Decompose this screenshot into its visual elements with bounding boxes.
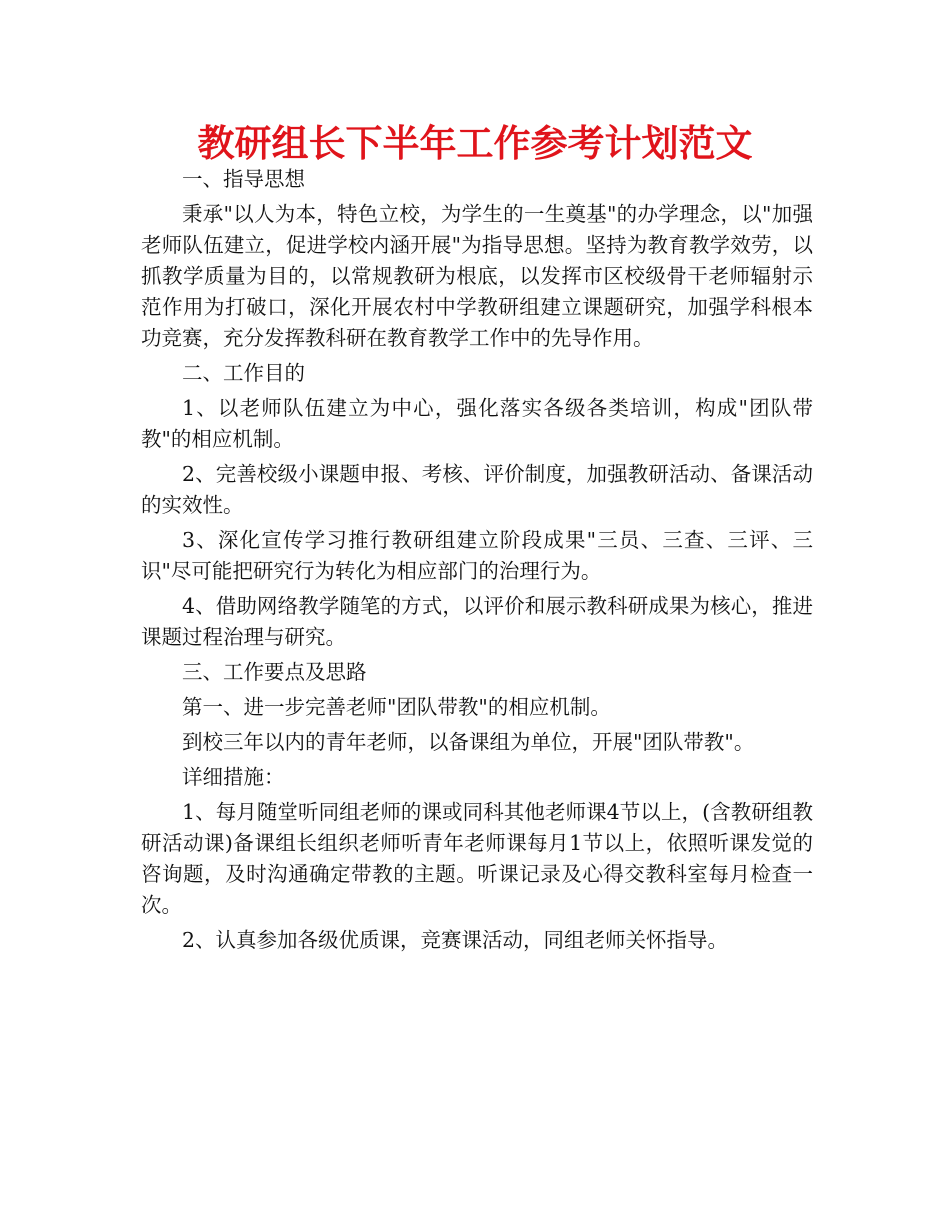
paragraph-goal-3: 3、深化宣传学习推行教研组建立阶段成果"三员、三查、三评、三识"尽可能把研究行为转化为相应部门的治理行为。 xyxy=(141,528,813,583)
paragraph-guiding-ideology: 秉承"以人为本，特色立校，为学生的一生奠基"的办学理念，以"加强老师队伍建立，促进学校内涵开展"为指导思想。坚持为教育教学效劳，以抓教学质量为目的，以常规教研为根底，以发挥市区校级骨干老师辐射示范作用为打破口，深化开展农村中学教研组建立课题研究，加强学科根本功竞赛，充分发挥教科研在教育教学工作中的先导作用。 xyxy=(141,202,813,350)
document-body xyxy=(141,164,813,960)
document-title: 教研组长下半年工作参考计划范文 xyxy=(197,122,753,165)
paragraph-goal-4: 4、借助网络教学随笔的方式，以评价和展示教科研成果为核心，推进课题过程治理与研究。 xyxy=(141,594,813,649)
section-heading-work-goals: 二、工作目的 xyxy=(182,361,305,385)
section-heading-work-points: 三、工作要点及思路 xyxy=(182,660,367,684)
paragraph-point-first: 第一、进一步完善老师"团队带教"的相应机制。 xyxy=(182,695,611,719)
paragraph-young-teachers: 到校三年以内的青年老师，以备课组为单位，开展"团队带教"。 xyxy=(182,730,755,754)
paragraph-goal-1: 1、以老师队伍建立为中心，强化落实各级各类培训，构成"团队带教"的相应机制。 xyxy=(141,396,813,451)
paragraph-measures-label: 详细措施： xyxy=(182,765,285,789)
paragraph-measure-2: 2、认真参加各级优质课，竞赛课活动，同组老师关怀指导。 xyxy=(182,928,729,952)
paragraph-goal-2: 2、完善校级小课题申报、考核、评价制度，加强教研活动、备课活动的实效性。 xyxy=(141,462,813,517)
section-heading-guiding-ideology: 一、指导思想 xyxy=(182,167,305,191)
paragraph-measure-1: 1、每月随堂听同组老师的课或同科其他老师课4节以上，(含教研组教研活动课)备课组长组织老师听青年老师课每月1节以上，依照听课发觉的咨询题，及时沟通确定带教的主题。听课记录及心得交教科室每月检查一次。 xyxy=(141,800,813,917)
